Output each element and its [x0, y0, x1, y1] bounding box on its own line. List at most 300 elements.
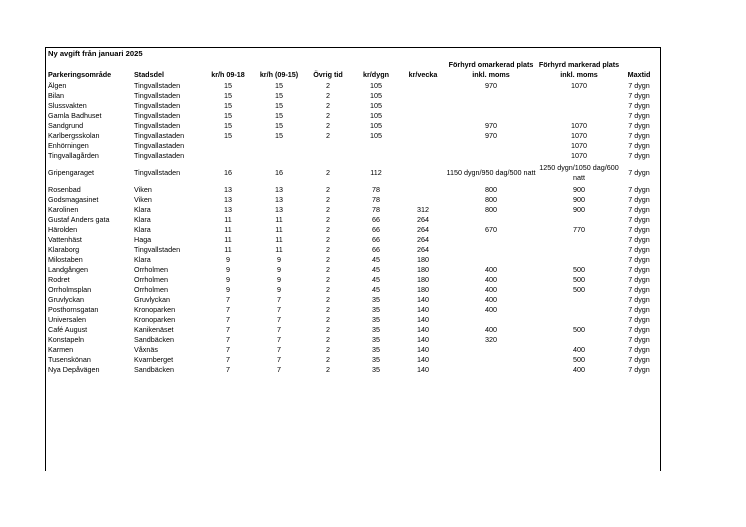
cell-other-time: 2	[326, 275, 330, 284]
cell-hour-day: 13	[224, 195, 232, 204]
cell-other-time: 2	[326, 195, 330, 204]
header-max-time: Maxtid	[627, 69, 651, 79]
cell-rented-marked	[538, 305, 620, 315]
cell-rented-unmarked	[444, 235, 538, 245]
cell-max-time: 7 dygn	[628, 111, 650, 120]
cell-area: Rosenbad	[48, 185, 81, 194]
cell-hour-day: 11	[224, 235, 232, 244]
cell-max-time: 7 dygn	[628, 365, 650, 374]
cell-rented-marked: 1250 dygn/1050 dag/600 natt	[539, 163, 619, 182]
cell-rented-unmarked: 400	[485, 285, 497, 294]
cell-rented-marked	[538, 255, 620, 265]
cell-rented-unmarked: 800	[485, 205, 497, 214]
cell-rented-unmarked: 400	[485, 325, 497, 334]
cell-rented-marked: 400	[573, 345, 585, 354]
cell-area: Härolden	[48, 225, 78, 234]
cell-area: Gripengaraget	[48, 168, 94, 177]
cell-rented-unmarked: 970	[485, 81, 497, 90]
table-row	[46, 235, 658, 245]
cell-per-day: 45	[372, 275, 380, 284]
cell-per-week	[402, 121, 444, 131]
cell-per-day: 35	[372, 305, 380, 314]
cell-rented-unmarked: 970	[485, 121, 497, 130]
cell-max-time: 7 dygn	[628, 265, 650, 274]
cell-max-time: 7 dygn	[628, 305, 650, 314]
cell-hour-day2: 7	[277, 335, 281, 344]
cell-max-time: 7 dygn	[628, 295, 650, 304]
cell-hour-day2: 9	[277, 275, 281, 284]
cell-district: Kronoparken	[134, 305, 176, 314]
table-row	[46, 225, 658, 235]
cell-max-time: 7 dygn	[628, 121, 650, 130]
table-row	[46, 365, 658, 375]
cell-per-day: 66	[372, 225, 380, 234]
cell-per-week	[402, 141, 444, 151]
cell-max-time: 7 dygn	[628, 335, 650, 344]
cell-district: Våxnäs	[134, 345, 158, 354]
cell-rented-unmarked	[444, 151, 538, 161]
cell-other-time: 2	[326, 305, 330, 314]
cell-other-time: 2	[326, 91, 330, 100]
cell-per-day: 35	[372, 325, 380, 334]
cell-per-day: 105	[370, 121, 382, 130]
cell-other-time: 2	[326, 235, 330, 244]
cell-area: Universalen	[48, 315, 86, 324]
table-row	[46, 325, 658, 335]
cell-per-week: 312	[417, 205, 429, 214]
cell-hour-day2: 15	[275, 91, 283, 100]
cell-other-time: 2	[326, 365, 330, 374]
cell-hour-day: 15	[224, 111, 232, 120]
cell-other-time: 2	[326, 215, 330, 224]
cell-area: Enhörningen	[48, 141, 89, 150]
cell-per-day: 35	[372, 315, 380, 324]
header-rented-marked: Förhyrd markerad plats inkl. moms	[538, 60, 620, 79]
cell-rented-marked	[538, 101, 620, 111]
table-row	[46, 245, 658, 255]
cell-per-week: 140	[417, 365, 429, 374]
cell-area: Vattenhäst	[48, 235, 82, 244]
cell-per-week	[402, 161, 444, 185]
cell-other-time: 2	[326, 205, 330, 214]
cell-rented-marked	[538, 111, 620, 121]
cell-district: Kvarnberget	[134, 355, 174, 364]
cell-per-week: 140	[417, 355, 429, 364]
table-body	[46, 81, 658, 375]
cell-hour-day: 7	[226, 305, 230, 314]
cell-rented-marked: 500	[573, 285, 585, 294]
cell-district: Tingvallstaden	[134, 81, 181, 90]
table-row	[46, 111, 658, 121]
cell-hour-day: 15	[224, 101, 232, 110]
cell-other-time: 2	[326, 255, 330, 264]
cell-per-week: 140	[417, 315, 429, 324]
cell-rented-unmarked: 970	[485, 131, 497, 140]
cell-hour-day2: 7	[277, 365, 281, 374]
cell-rented-marked	[538, 295, 620, 305]
cell-other-time	[306, 141, 350, 151]
cell-per-day: 105	[370, 81, 382, 90]
cell-other-time: 2	[326, 81, 330, 90]
cell-other-time: 2	[326, 225, 330, 234]
cell-hour-day2: 7	[277, 305, 281, 314]
cell-rented-unmarked	[444, 365, 538, 375]
cell-per-day: 35	[372, 355, 380, 364]
cell-rented-unmarked	[444, 345, 538, 355]
cell-max-time: 7 dygn	[628, 131, 650, 140]
cell-hour-day2: 7	[277, 355, 281, 364]
cell-district: Sandbäcken	[134, 335, 174, 344]
cell-max-time: 7 dygn	[628, 255, 650, 264]
cell-hour-day2: 7	[277, 345, 281, 354]
cell-per-day: 112	[370, 168, 382, 177]
cell-rented-unmarked: 400	[485, 295, 497, 304]
cell-rented-marked	[538, 215, 620, 225]
cell-rented-unmarked: 320	[485, 335, 497, 344]
cell-rented-unmarked: 1150 dygn/950 dag/500 natt	[446, 168, 536, 177]
spreadsheet-page	[45, 47, 661, 471]
cell-area: Karolinen	[48, 205, 79, 214]
cell-district: Klara	[134, 255, 151, 264]
cell-rented-unmarked	[444, 101, 538, 111]
cell-hour-day2: 9	[277, 265, 281, 274]
cell-hour-day: 7	[226, 365, 230, 374]
cell-hour-day2: 9	[277, 285, 281, 294]
cell-hour-day2: 11	[275, 225, 283, 234]
table-row	[46, 151, 658, 161]
cell-per-week: 180	[417, 275, 429, 284]
cell-district: Tingvallstaden	[134, 111, 181, 120]
cell-per-day	[350, 151, 402, 161]
cell-per-week: 180	[417, 285, 429, 294]
cell-other-time: 2	[326, 111, 330, 120]
cell-district: Tingvallstaden	[134, 168, 181, 177]
cell-max-time: 7 dygn	[628, 345, 650, 354]
cell-max-time: 7 dygn	[628, 315, 650, 324]
cell-area: Klaraborg	[48, 245, 80, 254]
table-row	[46, 285, 658, 295]
cell-per-day: 45	[372, 255, 380, 264]
cell-per-week: 264	[417, 245, 429, 254]
cell-per-day: 45	[372, 265, 380, 274]
table-row	[46, 255, 658, 265]
cell-other-time: 2	[326, 325, 330, 334]
cell-max-time: 7 dygn	[628, 225, 650, 234]
cell-rented-marked	[538, 91, 620, 101]
cell-other-time: 2	[326, 265, 330, 274]
cell-per-day: 35	[372, 345, 380, 354]
cell-other-time: 2	[326, 285, 330, 294]
cell-rented-unmarked: 670	[485, 225, 497, 234]
cell-rented-unmarked	[444, 215, 538, 225]
cell-per-week: 140	[417, 345, 429, 354]
cell-other-time: 2	[326, 355, 330, 364]
cell-per-week: 140	[417, 335, 429, 344]
table-row	[46, 295, 658, 305]
cell-hour-day: 7	[226, 295, 230, 304]
cell-rented-marked: 500	[573, 325, 585, 334]
cell-hour-day: 9	[226, 265, 230, 274]
cell-per-day	[350, 141, 402, 151]
cell-rented-unmarked: 400	[485, 305, 497, 314]
table-row	[46, 121, 658, 131]
cell-district: Tingvallstaden	[134, 101, 181, 110]
cell-per-day: 35	[372, 335, 380, 344]
cell-per-day: 78	[372, 185, 380, 194]
table-row	[46, 161, 658, 185]
cell-rented-marked: 500	[573, 275, 585, 284]
cell-rented-marked: 1070	[571, 141, 587, 150]
cell-hour-day2: 7	[277, 295, 281, 304]
cell-rented-marked: 400	[573, 365, 585, 374]
cell-district: Tingvallastaden	[134, 141, 185, 150]
cell-hour-day2: 15	[275, 121, 283, 130]
table-row	[46, 101, 658, 111]
cell-rented-marked: 500	[573, 355, 585, 364]
cell-district: Klara	[134, 205, 151, 214]
cell-max-time: 7 dygn	[628, 151, 650, 160]
cell-area: Nya Depåvägen	[48, 365, 100, 374]
cell-other-time: 2	[326, 335, 330, 344]
table-row	[46, 355, 658, 365]
cell-per-week: 140	[417, 305, 429, 314]
cell-per-week: 264	[417, 225, 429, 234]
table-row	[46, 195, 658, 205]
cell-per-week: 140	[417, 325, 429, 334]
table-row	[46, 131, 658, 141]
cell-district: Haga	[134, 235, 152, 244]
cell-max-time: 7 dygn	[628, 91, 650, 100]
cell-max-time: 7 dygn	[628, 141, 650, 150]
cell-other-time: 2	[326, 245, 330, 254]
cell-area: Tingvallagården	[48, 151, 99, 160]
cell-hour-day2: 15	[275, 131, 283, 140]
cell-hour-day2: 7	[277, 325, 281, 334]
cell-per-day: 105	[370, 91, 382, 100]
cell-hour-day: 11	[224, 225, 232, 234]
cell-district: Kronoparken	[134, 315, 176, 324]
cell-per-week	[402, 151, 444, 161]
cell-other-time: 2	[326, 185, 330, 194]
cell-max-time: 7 dygn	[628, 285, 650, 294]
cell-area: Gustaf Anders gata	[48, 215, 110, 224]
cell-hour-day: 11	[224, 245, 232, 254]
cell-hour-day2: 16	[275, 168, 283, 177]
cell-per-day: 66	[372, 245, 380, 254]
cell-area: Tusenskönan	[48, 355, 91, 364]
cell-max-time: 7 dygn	[628, 168, 650, 177]
cell-max-time: 7 dygn	[628, 235, 650, 244]
cell-hour-day: 7	[226, 325, 230, 334]
cell-max-time: 7 dygn	[628, 81, 650, 90]
cell-per-day: 105	[370, 111, 382, 120]
cell-hour-day2: 11	[275, 235, 283, 244]
cell-rented-marked: 500	[573, 265, 585, 274]
cell-rented-unmarked: 800	[485, 185, 497, 194]
cell-area: Konstapeln	[48, 335, 84, 344]
cell-area: Sandgrund	[48, 121, 84, 130]
cell-max-time: 7 dygn	[628, 245, 650, 254]
cell-area: Bilan	[48, 91, 64, 100]
page-title: Ny avgift från januari 2025	[48, 49, 143, 58]
cell-district: Orrholmen	[134, 265, 168, 274]
cell-hour-day: 15	[224, 91, 232, 100]
cell-hour-day: 15	[224, 121, 232, 130]
table-row	[46, 91, 658, 101]
cell-max-time: 7 dygn	[628, 195, 650, 204]
cell-hour-day	[204, 151, 252, 161]
cell-per-day: 35	[372, 295, 380, 304]
cell-district: Klara	[134, 225, 151, 234]
cell-per-week	[402, 91, 444, 101]
header-per-week: kr/vecka	[408, 69, 438, 79]
cell-per-day: 66	[372, 235, 380, 244]
cell-per-week: 264	[417, 215, 429, 224]
cell-max-time: 7 dygn	[628, 185, 650, 194]
cell-district: Orrholmen	[134, 275, 168, 284]
cell-per-day: 35	[372, 365, 380, 374]
cell-hour-day2	[252, 141, 306, 151]
table-row	[46, 335, 658, 345]
cell-hour-day2: 7	[277, 315, 281, 324]
cell-rented-marked: 900	[573, 195, 585, 204]
cell-district: Tingvallstaden	[134, 121, 181, 130]
cell-area: Gamla Badhuset	[48, 111, 102, 120]
cell-hour-day2: 9	[277, 255, 281, 264]
cell-per-week: 140	[417, 295, 429, 304]
cell-max-time: 7 dygn	[628, 215, 650, 224]
cell-hour-day: 7	[226, 345, 230, 354]
header-district: Stadsdel	[134, 69, 164, 79]
cell-rented-unmarked	[444, 355, 538, 365]
cell-hour-day2: 13	[275, 205, 283, 214]
cell-district: Viken	[134, 185, 152, 194]
table-header-row	[46, 60, 658, 81]
cell-per-week	[402, 111, 444, 121]
table-row	[46, 185, 658, 195]
cell-hour-day: 7	[226, 355, 230, 364]
cell-hour-day2: 11	[275, 215, 283, 224]
cell-rented-marked	[538, 245, 620, 255]
cell-rented-marked: 900	[573, 185, 585, 194]
cell-district: Sandbäcken	[134, 365, 174, 374]
cell-per-day: 45	[372, 285, 380, 294]
cell-district: Orrholmen	[134, 285, 168, 294]
cell-rented-marked	[538, 235, 620, 245]
cell-area: Orrholmsplan	[48, 285, 92, 294]
table-row	[46, 265, 658, 275]
table-row	[46, 205, 658, 215]
cell-district: Gruvlyckan	[134, 295, 170, 304]
cell-per-day: 78	[372, 195, 380, 204]
cell-rented-unmarked	[444, 91, 538, 101]
cell-other-time: 2	[326, 131, 330, 140]
cell-rented-unmarked	[444, 315, 538, 325]
cell-hour-day: 7	[226, 315, 230, 324]
cell-max-time: 7 dygn	[628, 101, 650, 110]
cell-rented-marked	[538, 315, 620, 325]
cell-other-time: 2	[326, 168, 330, 177]
cell-hour-day2: 15	[275, 111, 283, 120]
cell-rented-unmarked: 400	[485, 275, 497, 284]
table-row	[46, 345, 658, 355]
cell-rented-marked: 900	[573, 205, 585, 214]
cell-area: Milostaben	[48, 255, 83, 264]
cell-rented-unmarked	[444, 111, 538, 121]
cell-per-week	[402, 131, 444, 141]
cell-hour-day: 13	[224, 185, 232, 194]
header-hour-day2: kr/h (09-15)	[259, 69, 299, 79]
cell-area: Godsmagasinet	[48, 195, 99, 204]
cell-district: Tingvallastaden	[134, 151, 185, 160]
cell-rented-marked: 1070	[571, 81, 587, 90]
header-other-time: Övrig tid	[313, 69, 343, 79]
cell-rented-marked: 770	[573, 225, 585, 234]
cell-other-time: 2	[326, 345, 330, 354]
cell-hour-day: 15	[224, 131, 232, 140]
cell-per-week	[402, 195, 444, 205]
header-per-day: kr/dygn	[363, 69, 389, 79]
cell-district: Viken	[134, 195, 152, 204]
cell-per-week	[402, 101, 444, 111]
cell-rented-marked: 1070	[571, 131, 587, 140]
cell-hour-day2: 11	[275, 245, 283, 254]
cell-other-time: 2	[326, 101, 330, 110]
cell-district: Tingvallstaden	[134, 245, 181, 254]
cell-hour-day: 9	[226, 285, 230, 294]
cell-other-time: 2	[326, 315, 330, 324]
cell-max-time: 7 dygn	[628, 205, 650, 214]
cell-max-time: 7 dygn	[628, 355, 650, 364]
cell-per-day: 105	[370, 131, 382, 140]
cell-per-week	[402, 185, 444, 195]
cell-area: Slussvakten	[48, 101, 87, 110]
cell-hour-day	[204, 141, 252, 151]
cell-max-time: 7 dygn	[628, 325, 650, 334]
cell-per-week	[402, 81, 444, 91]
table-row	[46, 215, 658, 225]
cell-rented-unmarked: 400	[485, 265, 497, 274]
table-row	[46, 275, 658, 285]
cell-per-day: 78	[372, 205, 380, 214]
table-row	[46, 305, 658, 315]
cell-district: Klara	[134, 215, 151, 224]
cell-rented-marked: 1070	[571, 121, 587, 130]
cell-other-time: 2	[326, 121, 330, 130]
cell-area: Rodret	[48, 275, 70, 284]
cell-other-time: 2	[326, 295, 330, 304]
table-row	[46, 315, 658, 325]
cell-per-week: 264	[417, 235, 429, 244]
cell-hour-day: 16	[224, 168, 232, 177]
cell-per-week: 180	[417, 265, 429, 274]
cell-area: Älgen	[48, 81, 67, 90]
cell-rented-unmarked	[444, 255, 538, 265]
cell-rented-unmarked: 800	[485, 195, 497, 204]
cell-district: Kanikenäset	[134, 325, 174, 334]
header-hour-day: kr/h 09-18	[211, 69, 245, 79]
table-row	[46, 81, 658, 91]
cell-hour-day: 7	[226, 335, 230, 344]
cell-district: Tingvallstaden	[134, 91, 181, 100]
header-area: Parkeringsområde	[48, 69, 112, 79]
table-row	[46, 141, 658, 151]
cell-rented-marked	[538, 335, 620, 345]
cell-area: Landgången	[48, 265, 88, 274]
cell-hour-day: 9	[226, 275, 230, 284]
cell-hour-day2	[252, 151, 306, 161]
cell-area: Posthornsgatan	[48, 305, 99, 314]
